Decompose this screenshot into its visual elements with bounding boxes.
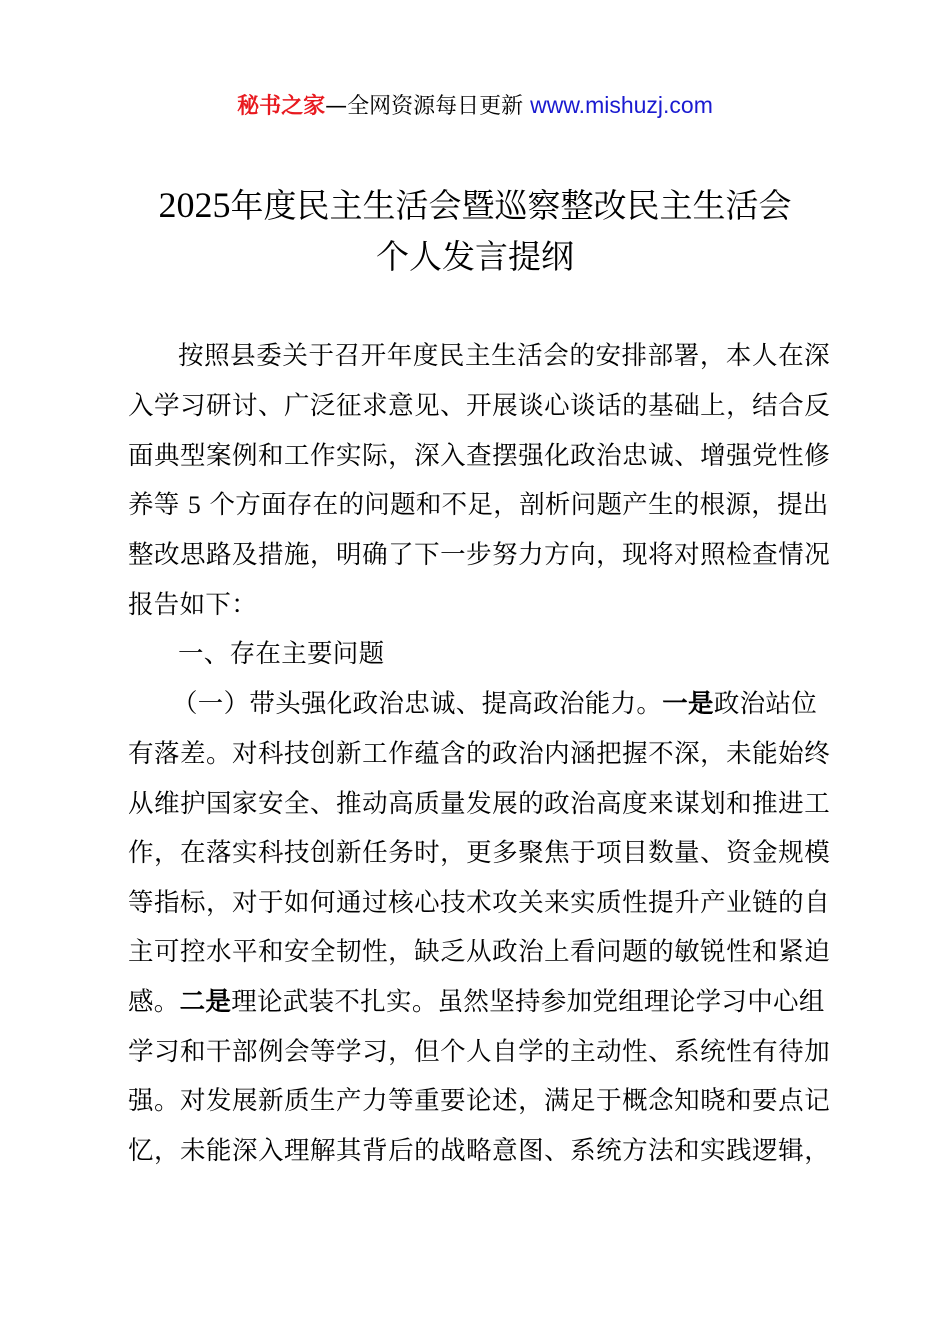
paragraph-line: 从维护国家安全、推动高质量发展的政治高度来谋划和推进工 [128,789,830,819]
text-segment: 政治站位 [713,689,818,719]
paragraph-line: 按照县委关于召开年度民主生活会的安排部署，本人在深 [178,341,830,371]
paragraph-line: 面典型案例和工作实际，深入查摆强化政治忠诚、增强党性修 [128,441,830,471]
paragraph-line: 主可控水平和安全韧性，缺乏从政治上看问题的敏锐性和紧迫 [128,937,830,967]
paragraph-line: 有落差。对科技创新工作蕴含的政治内涵把握不深，未能始终 [128,739,830,769]
brand-name: 秘书之家 [237,94,326,119]
paragraph-line: 学习和干部例会等学习，但个人自学的主动性、系统性有待加 [128,1037,830,1067]
document-title-line-1 [0,180,950,231]
paragraph-line: 强。对发展新质生产力等重要论述，满足于概念知晓和要点记 [128,1086,830,1116]
text-segment: 养等 [128,490,189,520]
paragraph-line: 忆，未能深入理解其背后的战略意图、系统方法和实践逻辑， [128,1136,830,1166]
paragraph-line: 作，在落实科技创新任务时，更多聚焦于项目数量、资金规模 [128,838,830,868]
bold-marker: 二是 [179,987,232,1017]
bold-marker: 一是 [662,689,714,719]
title-text: 年度民主生活会暨巡察整改民主生活会 [230,186,792,225]
header-tagline: —全网资源每日更新 [325,94,524,119]
document-title-line-2: 个人发言提纲 [376,237,574,276]
text-segment: 感。 [128,987,180,1017]
paragraph-line [128,480,830,530]
paragraph-line: 入学习研讨、广泛征求意见、开展谈心谈话的基础上，结合反 [128,391,830,421]
paragraph-line: 等指标，对于如何通过核心技术攻关来实质性提升产业链的自 [128,888,830,918]
count-number: 5 [188,490,202,519]
section-heading: 一、存在主要问题 [178,639,385,669]
site-url-link[interactable]: www.mishuzj.com [530,92,713,118]
text-segment: 理论武装不扎实。虽然坚持参加党组理论学习中心组 [231,987,825,1017]
text-segment: 个方面存在的问题和不足，剖析问题产生的根源，提出 [201,490,829,520]
paragraph-line [128,977,830,1027]
paragraph-line: 报告如下： [128,590,258,620]
paragraph-line [172,679,824,729]
paragraph-line: 整改思路及措施，明确了下一步努力方向，现将对照检查情况 [128,540,830,570]
subsection-heading: （一）带头强化政治忠诚、提高政治能力。 [172,689,663,719]
site-header [0,88,950,124]
title-year: 2025 [158,185,231,225]
